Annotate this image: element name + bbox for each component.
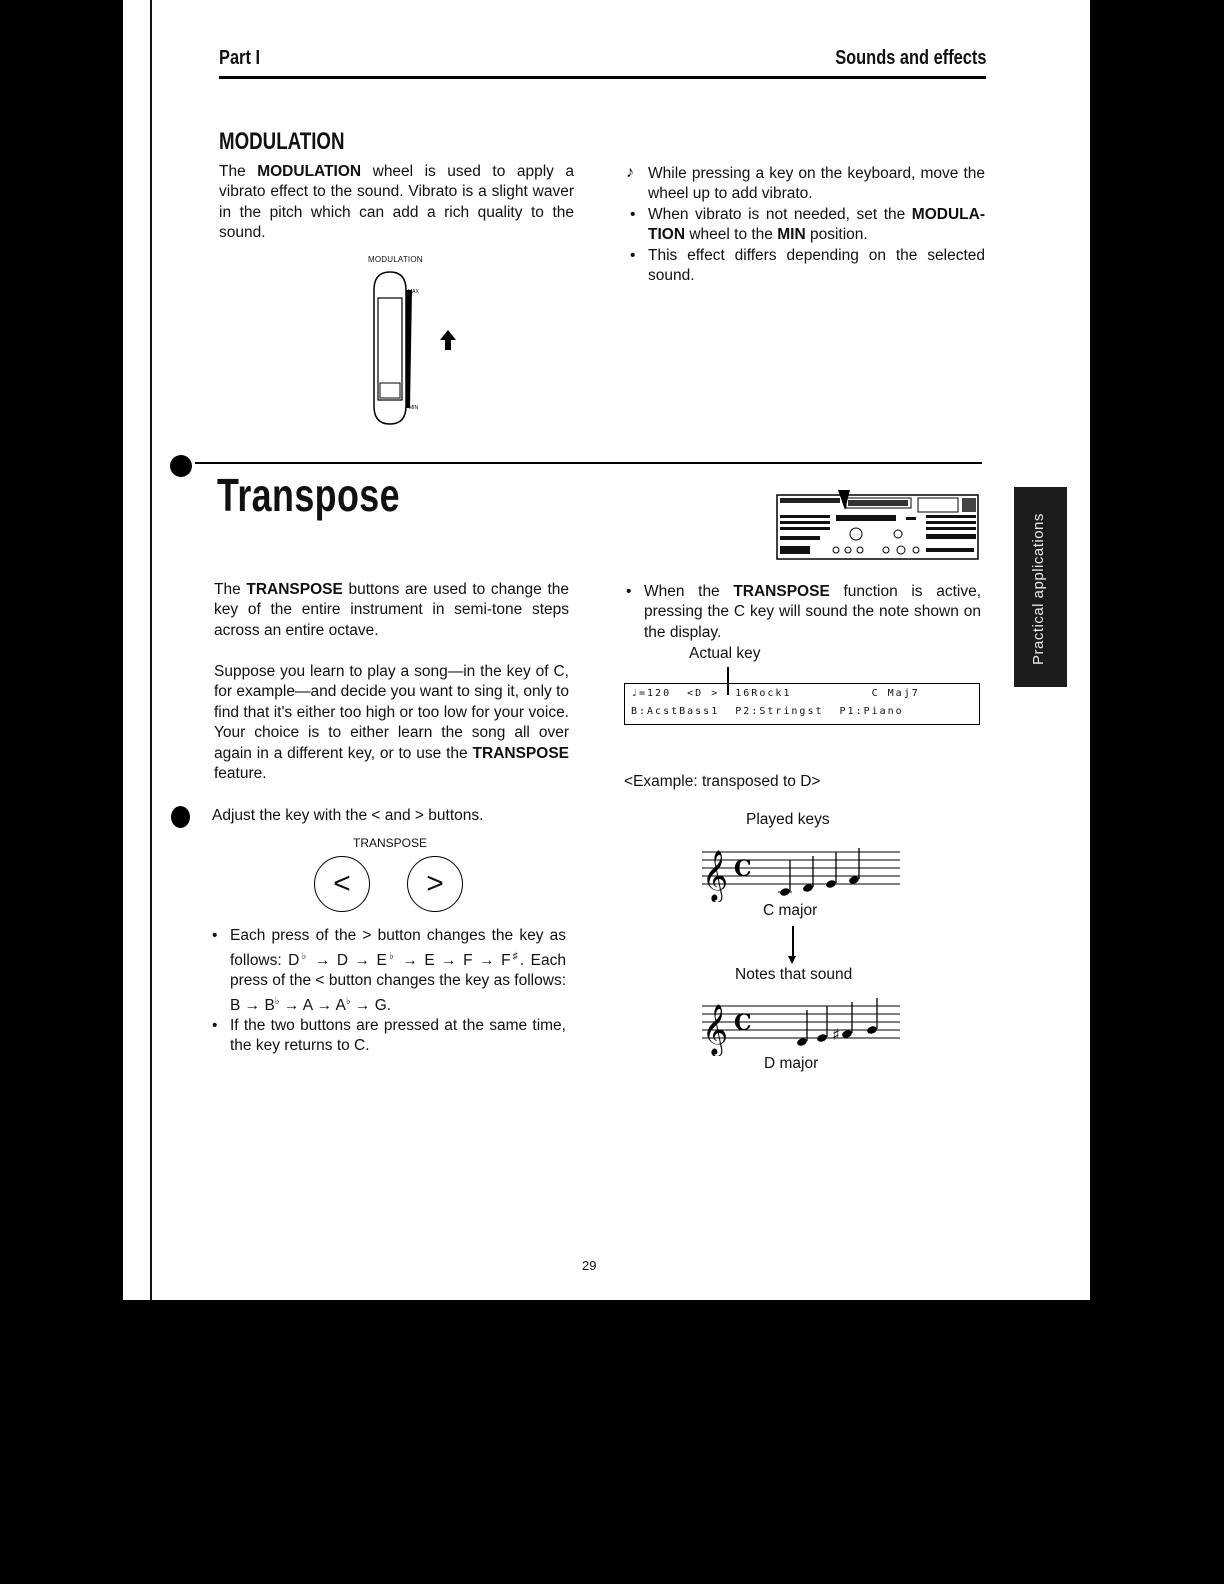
treble-clef-icon: 𝄞: [702, 1004, 729, 1055]
common-time-icon: C: [734, 1010, 752, 1036]
page-number: 29: [582, 1258, 597, 1273]
list-item: • When vibrato is not needed, set the MODULATION wheel to the MIN position.: [630, 206, 985, 244]
chevron-left-icon: <: [333, 867, 351, 900]
transpose-bullet-list: [208, 926, 566, 1057]
step-marker-icon: [171, 806, 190, 828]
modulation-wheel-caption: MODULATION: [368, 255, 423, 264]
header-rule: [219, 76, 986, 79]
notes-sound-label: Notes that sound: [735, 966, 853, 983]
sharp-icon: ♯: [832, 1025, 840, 1044]
example-label: <Example: transposed to D>: [624, 773, 821, 790]
scan-border-bottom: [0, 1300, 1224, 1584]
transpose-buttons-caption: TRANSPOSE: [353, 836, 428, 850]
list-item: • Each press of the > button changes the key as follows: D♭ → D → E♭ → E → F → F♯. Each press of the < button changes the key as follows: B → B♭ → A → A♭ → G.: [212, 927, 567, 1014]
panel-illustration: [776, 490, 980, 562]
lcd-display: [624, 683, 980, 725]
section-title: Sounds and effects: [834, 47, 986, 69]
list-item: • When the TRANSPOSE function is active, pressing the C key will sound the note shown on the display.: [626, 583, 981, 641]
part-label: Part I: [219, 47, 261, 69]
list-item: • This effect differs depending on the selected sound.: [630, 246, 985, 285]
arrow-down-line: [792, 926, 794, 960]
transpose-title: Transpose: [217, 469, 400, 521]
modulation-wheel-diagram: [368, 268, 468, 428]
common-time-icon: C: [734, 856, 752, 882]
step-text: Adjust the key with the < and > buttons.: [212, 807, 484, 824]
transpose-up-button[interactable]: [407, 856, 463, 912]
transpose-right-bullet: [622, 582, 981, 643]
lcd-row-1: ♩=120 <D > 16Rock1 C Maj7: [631, 688, 920, 699]
c-major-staff: [700, 840, 902, 902]
d-major-staff: [700, 996, 902, 1056]
modulation-intro: The MODULATION wheel is used to apply a vibrato effect to the sound. Vibrato is a slight waver in the pitch which can add a rich quality to the sound.: [219, 163, 575, 242]
min-label: MIN: [409, 405, 419, 411]
modulation-note-text: While pressing a key on the keyboard, move the wheel up to add vibrato.: [648, 165, 985, 203]
lcd-row-2: B:AcstBass1 P2:Stringst P1:Piano: [631, 706, 904, 717]
transpose-down-button[interactable]: [314, 856, 370, 912]
chevron-right-icon: >: [426, 867, 444, 900]
up-arrow-icon: [440, 330, 456, 350]
actual-key-label: Actual key: [689, 645, 761, 662]
section-rule: [195, 462, 982, 464]
side-tab-label: Practical applications: [1030, 513, 1047, 665]
scan-edge-line: [150, 0, 152, 1300]
list-item: • If the two buttons are pressed at the same time, the key returns to C.: [212, 1016, 566, 1055]
treble-clef-icon: 𝄞: [702, 850, 729, 901]
modulation-bullet-list: [626, 205, 985, 287]
transpose-para-2: Suppose you learn to play a song—in the key of C, for example—and decide you want to sing it, only to find that it's either too high or too low for your voice. Your choice is to either learn the song all over again in a different key, or to use the TRANSPOSE feature.: [214, 663, 569, 783]
section-bullet-dot: [170, 455, 192, 477]
played-keys-label: Played keys: [746, 811, 830, 828]
max-label: MAX: [408, 289, 419, 295]
note-icon: ♪: [626, 164, 634, 181]
modulation-heading: MODULATION: [219, 128, 345, 155]
c-major-label: C major: [763, 902, 818, 919]
d-major-label: D major: [764, 1055, 819, 1072]
transpose-para-1: The TRANSPOSE buttons are used to change the key of the entire instrument in semi-tone steps across an entire octave.: [214, 581, 569, 639]
arrow-down-icon: [788, 956, 796, 964]
